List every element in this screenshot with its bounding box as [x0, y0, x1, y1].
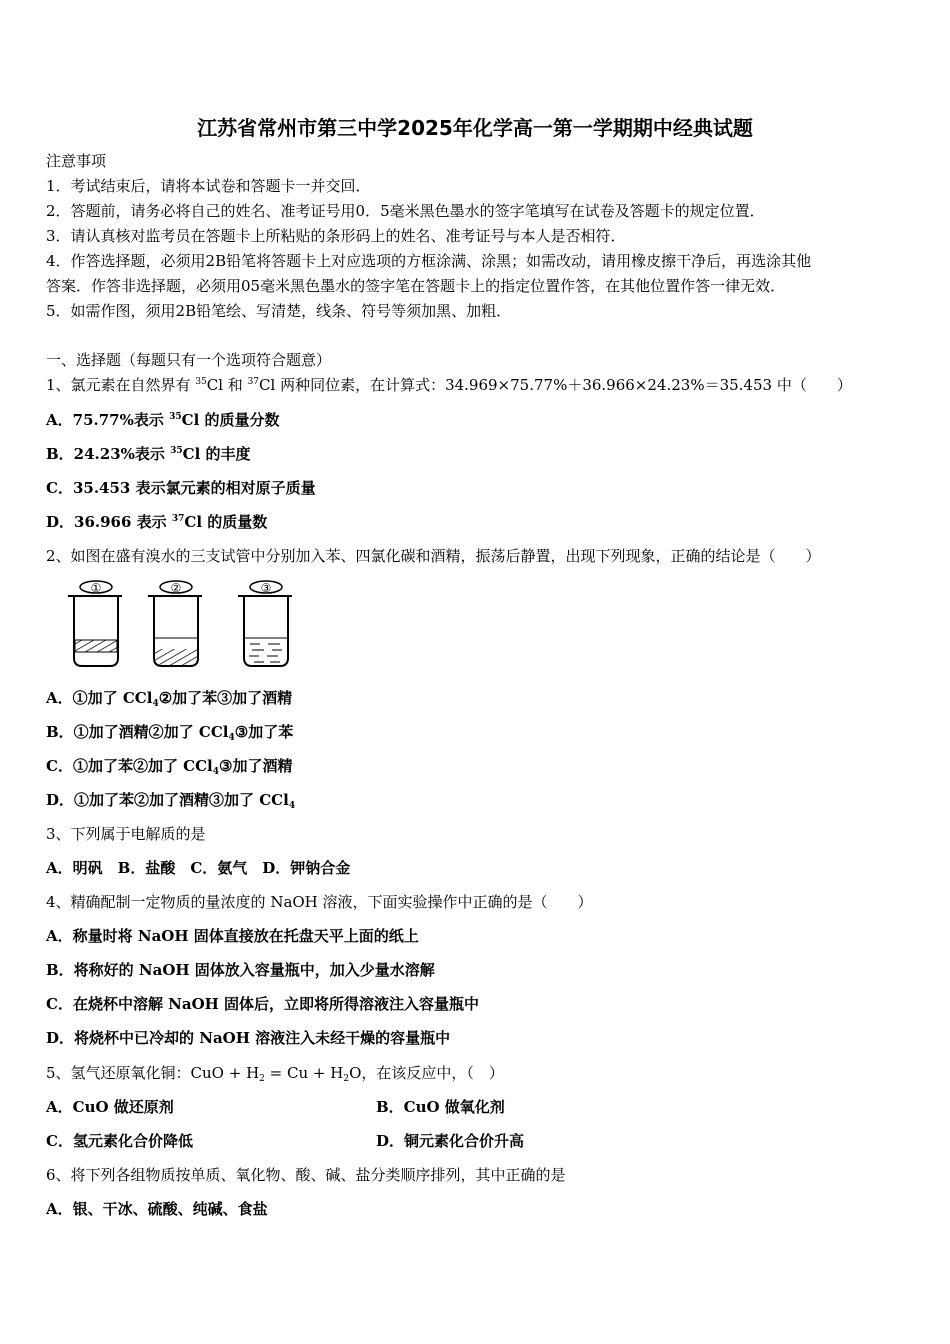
subscript: 4: [288, 801, 296, 811]
answer-option: [46, 1131, 193, 1151]
text-segment: 3、下列属于电解质的是: [46, 825, 206, 843]
question-text: [46, 375, 852, 395]
question-text: [46, 1165, 566, 1185]
text-segment: B．将称好的 NaOH 固体放入容量瓶中，加入少量水溶解: [46, 961, 435, 979]
text-segment: B．①加了酒精②加了 CCl: [46, 723, 229, 741]
text-segment: 4、精确配制一定物质的量浓度的 NaOH 溶液，下面实验操作中正确的是（ ）: [46, 893, 593, 911]
page-title: 江苏省常州市第三中学2025年化学高一第一学期期中经典试题: [197, 116, 753, 140]
answer-option: [46, 478, 316, 498]
section-heading: 一、选择题（每题只有一个选项符合题意）: [46, 351, 332, 369]
subscript: 4: [152, 699, 159, 709]
answer-option: [46, 688, 292, 708]
notice-item: 5．如需作图，须用2B铅笔绘、写清楚，线条、符号等须加黑、加粗．: [46, 302, 512, 320]
notice-item: 3．请认真核对监考员在答题卡上所粘贴的条形码上的姓名、准考证号与本人是否相符．: [46, 227, 626, 245]
answer-option: [46, 722, 293, 742]
answer-option: [46, 790, 295, 810]
text-segment: A．CuO 做还原剂: [46, 1098, 174, 1116]
subscript: 2: [343, 1074, 350, 1084]
text-segment: 5、氢气还原氧化铜：CuO + H: [46, 1064, 260, 1082]
text-segment: Cl 和: [206, 376, 248, 394]
answer-option: [46, 858, 350, 878]
subscript: 4: [228, 733, 235, 743]
answer-option: [46, 960, 435, 980]
text-segment: ②加了苯③加了酒精: [158, 689, 293, 707]
tube-label: ③: [260, 581, 272, 595]
answer-option: [46, 926, 419, 946]
supscript: 35: [170, 446, 183, 456]
question-text: [46, 1063, 504, 1083]
notice-heading: 注意事项: [46, 152, 107, 170]
text-segment: 1、氯元素在自然界有: [46, 376, 196, 394]
text-segment: 6、将下列各组物质按单质、氧化物、酸、碱、盐分类顺序排列，其中正确的是: [46, 1166, 566, 1184]
question-text: [46, 824, 206, 844]
text-segment: A．银、干冰、硫酸、纯碱、食盐: [46, 1200, 268, 1218]
text-segment: A．明矾 B．盐酸 C．氨气 D．钾钠合金: [46, 859, 351, 877]
notice-item: 答案．作答非选择题，必须用05毫米黑色墨水的签字笔在答题卡上的指定位置作答，在其他位置作答一律无效．: [46, 277, 786, 295]
test-tube-3: [238, 581, 292, 666]
text-segment: = Cu + H: [264, 1064, 344, 1082]
supscript: 37: [247, 377, 260, 387]
tube-label: ②: [170, 581, 182, 595]
text-segment: A．①加了 CCl: [46, 689, 153, 707]
answer-option: [46, 1199, 268, 1219]
answer-option: [46, 444, 251, 464]
text-segment: A．75.77%表示: [46, 411, 170, 429]
text-segment: B．CuO 做氧化剂: [376, 1098, 505, 1116]
text-segment: B．24.23%表示: [46, 445, 171, 463]
text-segment: Cl 的质量数: [184, 513, 268, 531]
supscript: 37: [171, 514, 185, 524]
text-segment: C．35.453 表示氯元素的相对原子质量: [46, 479, 316, 497]
text-segment: 2、如图在盛有溴水的三支试管中分别加入苯、四氯化碳和酒精，振荡后静置，出现下列现象，正确的结论是（ ）: [46, 547, 821, 565]
answer-option: [376, 1131, 524, 1151]
text-segment: C．①加了苯②加了 CCl: [46, 757, 213, 775]
supscript: 35: [169, 412, 182, 422]
text-segment: O，在该反应中，（ ）: [349, 1064, 504, 1082]
answer-option: [46, 756, 292, 776]
text-segment: C．氢元素化合价降低: [46, 1132, 193, 1150]
test-tubes-figure: [60, 576, 300, 672]
text-segment: D．将烧杯中已冷却的 NaOH 溶液注入未经干燥的容量瓶中: [46, 1029, 451, 1047]
answer-option: [46, 410, 280, 430]
answer-option: [46, 994, 479, 1014]
notice-item: 4．作答选择题，必须用2B铅笔将答题卡上对应选项的方框涂满、涂黑；如需改动，请用橡皮擦干净后，再选涂其他: [46, 252, 812, 270]
answer-option: [46, 512, 267, 532]
text-segment: D．36.966 表示: [46, 513, 172, 531]
text-segment: Cl 两种同位素，在计算式：34.969×75.77%＋36.966×24.23%＝35.453 中（ ）: [259, 376, 852, 394]
test-tube-1: [68, 581, 122, 666]
text-segment: Cl 的质量分数: [181, 411, 280, 429]
text-segment: C．在烧杯中溶解 NaOH 固体后，立即将所得溶液注入容量瓶中: [46, 995, 480, 1013]
text-segment: ③加了酒精: [219, 757, 293, 775]
answer-option: [46, 1028, 450, 1048]
text-segment: ③加了苯: [234, 723, 294, 741]
text-segment: A．称量时将 NaOH 固体直接放在托盘天平上面的纸上: [46, 927, 419, 945]
text-segment: D．①加了苯②加了酒精③加了 CCl: [46, 791, 289, 809]
notice-item: 2．答题前，请务必将自己的姓名、准考证号用0．5毫米黑色墨水的签字笔填写在试卷及答题卡的规定位置．: [46, 202, 765, 220]
notice-item: 1．考试结束后，请将本试卷和答题卡一并交回．: [46, 177, 371, 195]
tube-label: ①: [90, 581, 102, 595]
supscript: 35: [195, 377, 207, 387]
answer-option: [376, 1097, 505, 1117]
question-text: [46, 892, 593, 912]
answer-option: [46, 1097, 174, 1117]
subscript: 2: [259, 1074, 265, 1084]
subscript: 4: [212, 767, 220, 777]
text-segment: D．铜元素化合价升高: [376, 1132, 525, 1150]
test-tube-2: [148, 581, 202, 666]
text-segment: Cl 的丰度: [182, 445, 251, 463]
question-text: [46, 546, 821, 566]
